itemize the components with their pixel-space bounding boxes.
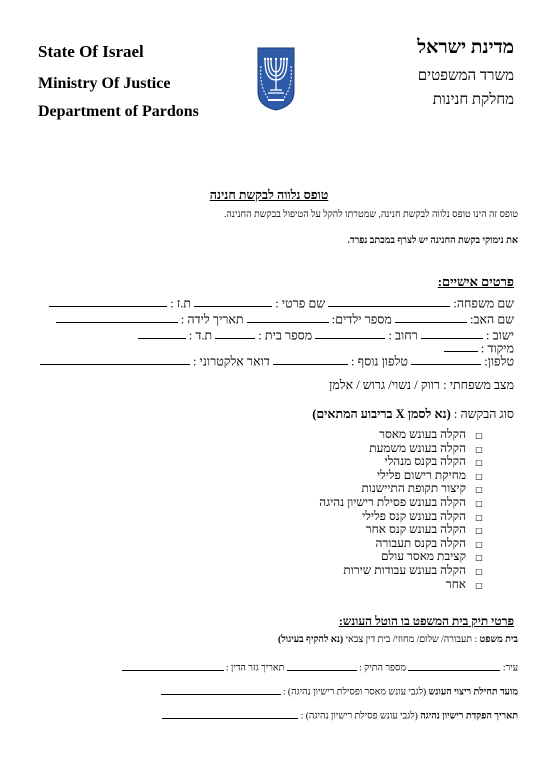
phone2-field[interactable]: [273, 353, 348, 365]
personal-heading: פרטים אישיים:: [437, 274, 514, 289]
house-no-field[interactable]: [215, 327, 255, 339]
request-option-label: קציבת מאסר עולם: [381, 549, 466, 564]
id-field[interactable]: [49, 295, 167, 307]
checkbox-icon[interactable]: □: [475, 458, 483, 468]
checkbox-icon[interactable]: □: [475, 499, 483, 508]
row-names: [49, 295, 514, 311]
row-license: [162, 709, 518, 722]
department-title-en: Department of Pardons: [38, 103, 199, 120]
zip-label: מיקוד :: [480, 341, 514, 356]
form-intro: טופס זה הינו טופס נלווה לבקשת חנינה, שמטרתו להקל על הטיפול בבקשת החנינה.: [224, 210, 518, 220]
department-title-he: מחלקת חנינות: [432, 92, 514, 108]
birth-date-label: תאריך לידה :: [180, 312, 244, 327]
checkbox-icon[interactable]: □: [475, 471, 483, 481]
birth-date-field[interactable]: [56, 311, 178, 323]
form-note: את נימוקי בקשת החנינה יש לצרף במכתב נפרד.: [347, 236, 518, 246]
start-date-field[interactable]: [161, 685, 281, 695]
marital-status[interactable]: מצב משפחתי : רווק / נשוי/ גרוש / אלמן: [329, 378, 514, 392]
request-option-label: הקלה בקנס מנהלי: [384, 454, 466, 469]
request-type-instruction: (נא לסמן X בריבוע המתאים): [312, 407, 451, 421]
po-box-field[interactable]: [138, 327, 186, 339]
row-father: [56, 311, 514, 327]
start-note: (לגבי עונש מאסר ופסילת רישיון נהיגה) :: [282, 687, 427, 698]
last-name-label: שם משפחה:: [453, 296, 514, 311]
court-label: בית משפט: [479, 635, 518, 645]
checkbox-icon[interactable]: □: [475, 539, 483, 549]
request-option-label: הקלה בקנס תעבורה: [375, 535, 466, 550]
row-start: [161, 685, 518, 698]
ministry-title-he: משרד המשפטים: [417, 68, 514, 84]
phone-label: טלפון:: [484, 354, 514, 369]
row-case: [122, 661, 518, 674]
request-option-label: הקלה בעונש קנס אחר: [365, 522, 466, 537]
checkbox-icon[interactable]: □: [475, 553, 483, 563]
last-name-field[interactable]: [328, 295, 450, 307]
email-label: דואר אלקטרוני :: [192, 354, 270, 369]
request-option-label: הקלה בעונש קנס פלילי: [362, 508, 466, 523]
checkbox-icon[interactable]: □: [475, 567, 483, 576]
request-option-label: קיצור תקופת התיישנות: [361, 481, 466, 496]
case-no-field[interactable]: [287, 661, 357, 671]
request-option-label: אחר: [445, 576, 466, 591]
court-note: (נא להקיף בעיגול): [278, 635, 344, 645]
id-label: ת.ז :: [170, 296, 191, 311]
row-phone: [40, 353, 514, 369]
form-title: טופס נלווה לבקשת חנינה: [209, 188, 329, 202]
state-title-en: State Of Israel: [38, 42, 144, 61]
phone-field[interactable]: [411, 353, 481, 365]
town-field[interactable]: [421, 327, 483, 339]
verdict-date-label: תאריך גזר הדין :: [225, 663, 285, 674]
ministry-title-en: Ministry Of Justice: [38, 75, 171, 92]
request-option-label: הקלה בעונש משמעת: [369, 440, 466, 455]
children-label: מספר ילדים:: [331, 312, 392, 327]
license-date-field[interactable]: [162, 709, 298, 719]
request-option-label: הקלה בעונש עבודות שירות: [343, 563, 466, 577]
checkbox-icon[interactable]: □: [475, 526, 483, 536]
street-field[interactable]: [315, 327, 385, 339]
city-field[interactable]: [408, 661, 500, 671]
house-no-label: מספר בית :: [258, 328, 313, 343]
first-name-label: שם פרטי :: [275, 296, 326, 311]
children-field[interactable]: [247, 311, 329, 323]
request-type-row: [312, 407, 514, 422]
license-note: (לגבי עונש פסילת רישיון נהיגה) :: [300, 711, 418, 722]
license-label: תאריך הפקדת רישיון נהיגה: [420, 711, 518, 722]
request-option[interactable]: [446, 577, 486, 592]
request-type-label: סוג הבקשה :: [453, 407, 514, 421]
checkbox-icon[interactable]: □: [475, 431, 483, 440]
email-field[interactable]: [40, 353, 190, 365]
father-name-label: שם האב:: [470, 312, 514, 327]
state-title-he: מדינת ישראל: [417, 37, 514, 58]
request-option-label: מחיקת רישום פלילי: [376, 467, 466, 482]
po-box-label: ת.ד :: [188, 328, 213, 343]
street-label: רחוב :: [388, 328, 418, 343]
father-name-field[interactable]: [395, 311, 467, 323]
zip-field[interactable]: [444, 340, 478, 352]
checkbox-icon[interactable]: □: [475, 444, 483, 454]
verdict-date-field[interactable]: [122, 661, 224, 671]
start-label: מועד תחילת ריצוי העונש: [428, 687, 518, 698]
court-options[interactable]: : תעבורה/ שלום/ מחוזי/ בית דין צבאי: [345, 635, 478, 645]
request-option-label: הקלה בעונש פסילת רישיון נהיגה: [319, 495, 466, 509]
court-heading: פרטי תיק בית המשפט בו הוטל העונש:: [338, 614, 514, 628]
checkbox-icon[interactable]: □: [475, 485, 483, 495]
town-label: ישוב :: [486, 328, 514, 343]
request-option-label: הקלה בעונש מאסר: [379, 427, 466, 441]
first-name-field[interactable]: [194, 295, 272, 307]
checkbox-icon[interactable]: □: [475, 580, 483, 590]
row-court: [278, 635, 518, 645]
phone2-label: טלפון נוסף :: [351, 354, 408, 369]
city-label: עיר:: [502, 663, 518, 674]
checkbox-icon[interactable]: □: [475, 512, 483, 522]
menorah-emblem-icon: [256, 46, 296, 112]
case-no-label: מספר התיק :: [359, 663, 407, 674]
